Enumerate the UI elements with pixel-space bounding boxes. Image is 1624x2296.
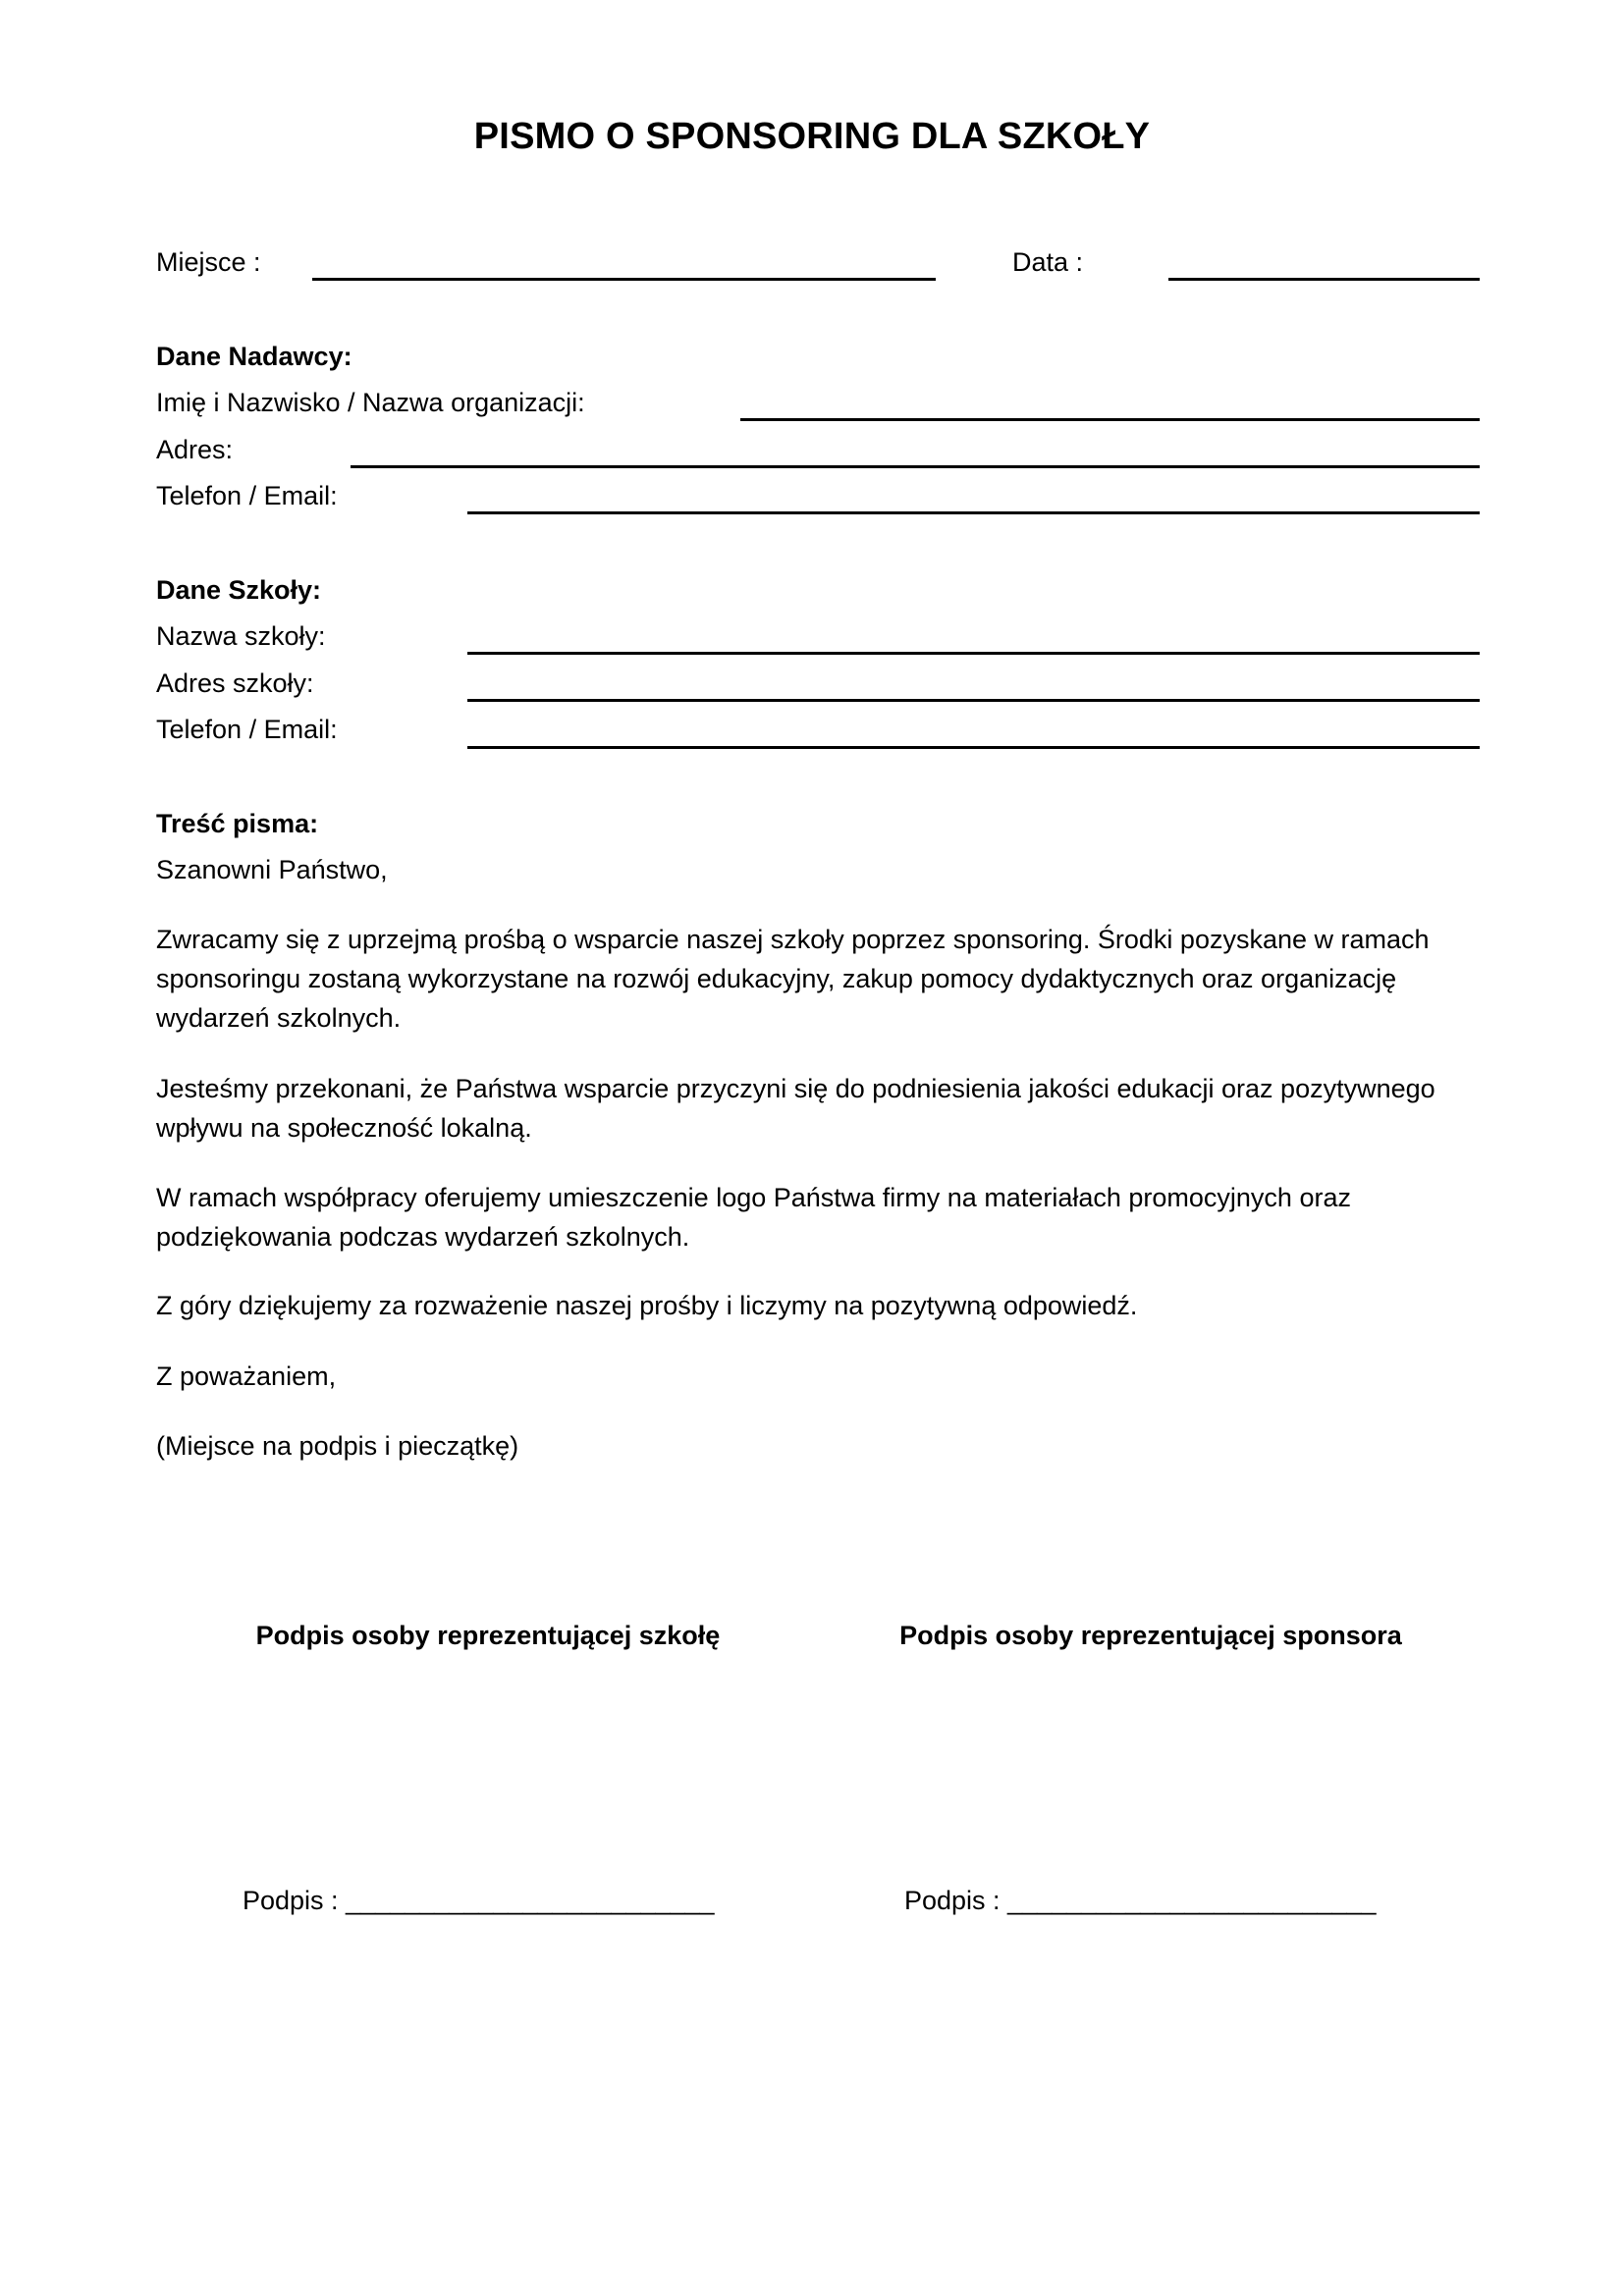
paragraph-3: W ramach współpracy oferujemy umieszczenie logo Państwa firmy na materiałach promocyjnych oraz podziękowania podczas wydarzeń szkolnych. bbox=[156, 1183, 1351, 1252]
sender-name-field[interactable] bbox=[740, 418, 1480, 421]
place-field[interactable] bbox=[312, 278, 936, 281]
school-signature-heading: Podpis osoby reprezentującej szkołę bbox=[255, 1621, 721, 1650]
school-address-field[interactable] bbox=[467, 699, 1480, 702]
sponsor-signature-line[interactable]: Podpis : _________________________ bbox=[904, 1886, 1377, 1915]
sender-contact-field[interactable] bbox=[467, 511, 1480, 514]
document-title: PISMO O SPONSORING DLA SZKOŁY bbox=[473, 116, 1151, 157]
school-contact-field[interactable] bbox=[467, 746, 1480, 749]
stamp-note: (Miejsce na podpis i pieczątkę) bbox=[156, 1431, 519, 1461]
date-label: Data : bbox=[1012, 247, 1084, 277]
paragraph-1: Zwracamy się z uprzejmą prośbą o wsparcie naszej szkoły poprzez sponsoring. Środki pozyskane w ramach sponsoringu zostaną wykorzystane na rozwój edukacyjny, zakup pomocy dydaktycznych oraz organizację wydarzeń szkolnych. bbox=[156, 925, 1430, 1033]
school-name-field[interactable] bbox=[467, 652, 1480, 655]
school-name-label: Nazwa szkoły: bbox=[156, 621, 326, 651]
sender-name-label: Imię i Nazwisko / Nazwa organizacji: bbox=[156, 388, 585, 417]
content-heading: Treść pisma: bbox=[156, 809, 319, 838]
paragraph-4: Z góry dziękujemy za rozważenie naszej prośby i liczymy na pozytywną odpowiedź. bbox=[156, 1291, 1138, 1320]
school-heading: Dane Szkoły: bbox=[156, 575, 322, 605]
greeting: Szanowni Państwo, bbox=[156, 855, 388, 884]
sender-address-label: Adres: bbox=[156, 435, 234, 464]
school-contact-label: Telefon / Email: bbox=[156, 715, 338, 744]
school-address-label: Adres szkoły: bbox=[156, 668, 314, 698]
closing: Z poważaniem, bbox=[156, 1362, 337, 1391]
paragraph-2: Jesteśmy przekonani, że Państwa wsparcie przyczyni się do podniesienia jakości edukacji oraz pozytywnego wpływu na społeczność lokalną. bbox=[156, 1074, 1435, 1143]
sponsor-signature-heading: Podpis osoby reprezentującej sponsora bbox=[899, 1621, 1402, 1650]
date-field[interactable] bbox=[1168, 278, 1480, 281]
sender-address-field[interactable] bbox=[351, 465, 1480, 468]
sender-heading: Dane Nadawcy: bbox=[156, 342, 352, 371]
place-label: Miejsce : bbox=[156, 247, 261, 277]
sender-contact-label: Telefon / Email: bbox=[156, 481, 338, 510]
school-signature-line[interactable]: Podpis : _________________________ bbox=[243, 1886, 715, 1915]
